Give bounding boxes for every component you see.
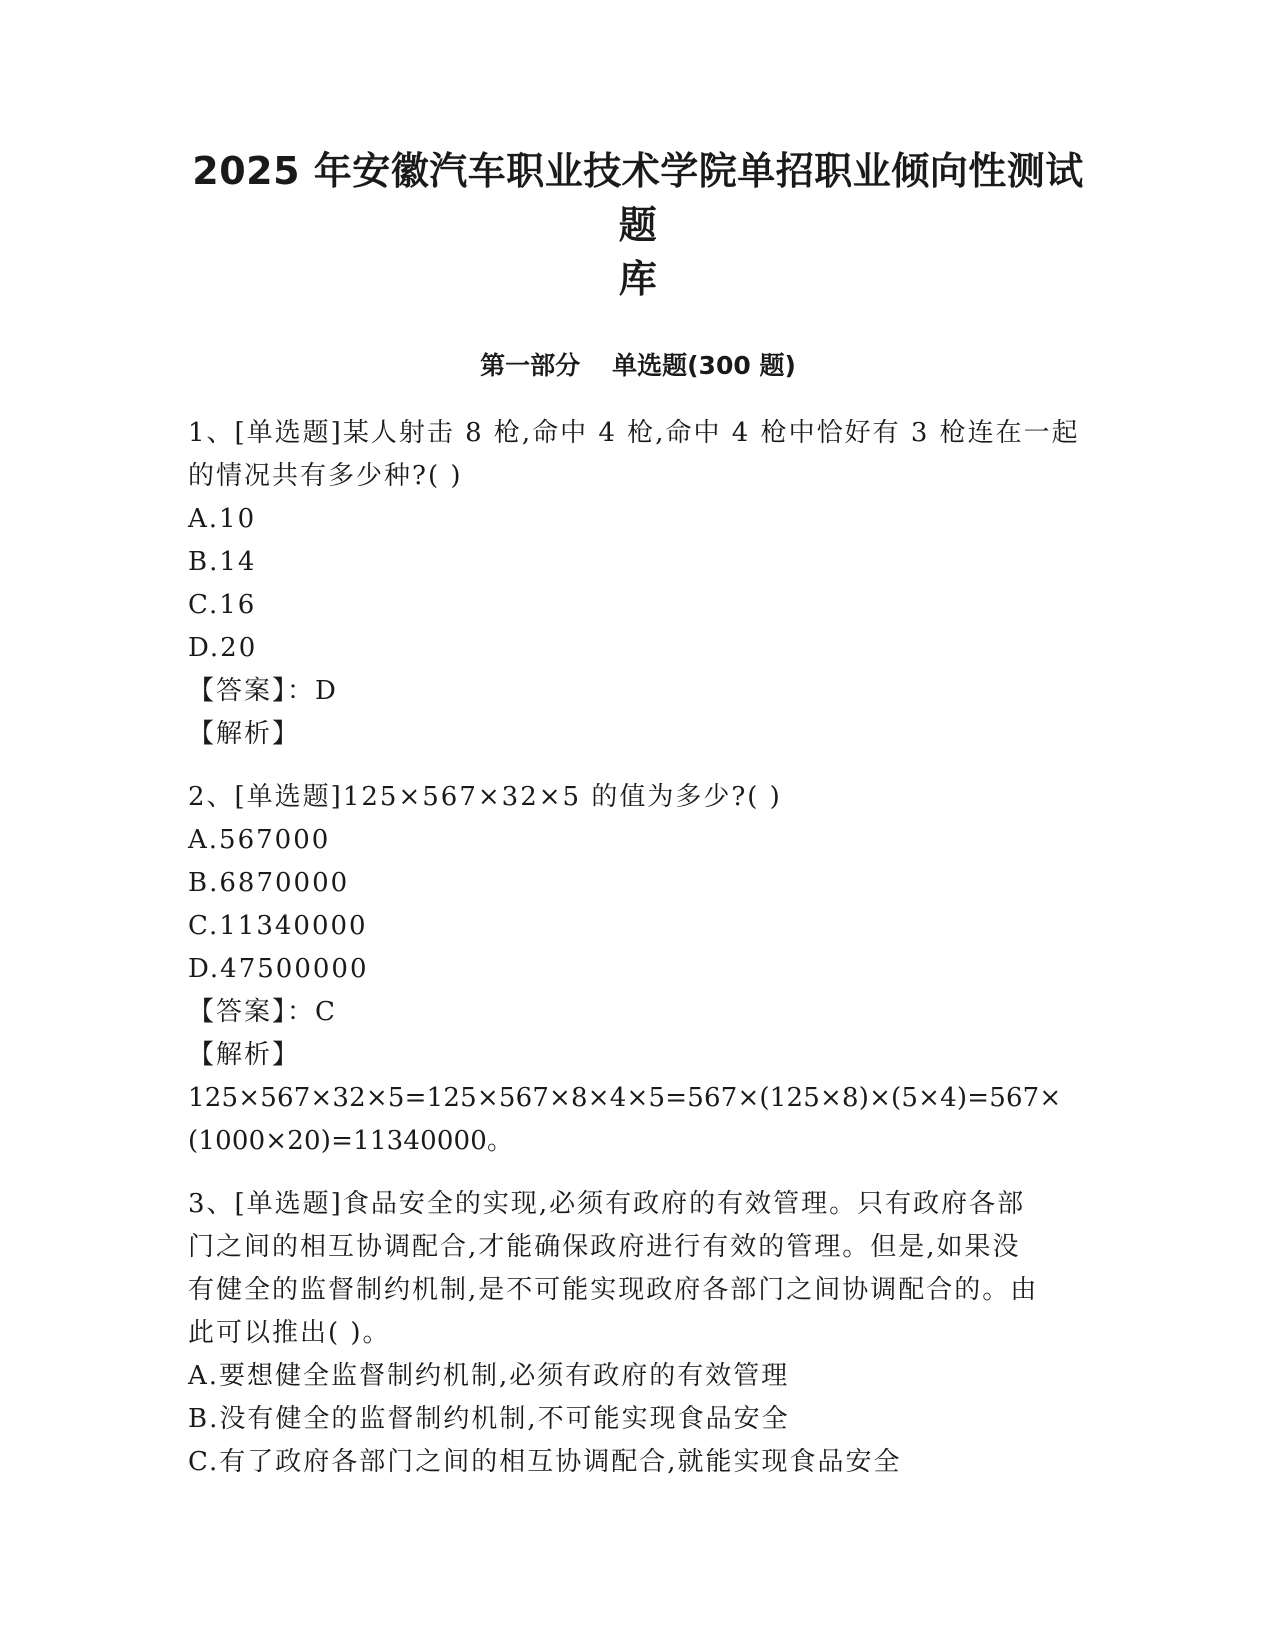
option-d: D.20 (188, 633, 258, 663)
option-a: A.567000 (188, 825, 331, 855)
analysis-label: 【解析】 (188, 1040, 301, 1070)
question-stem-line: 的情况共有多少种?( ) (188, 461, 463, 491)
analysis-line: (1000×20)=11340000。 (188, 1126, 514, 1156)
question-2 (188, 776, 1088, 1163)
option-b: B.没有健全的监督制约机制,不可能实现食品安全 (188, 1404, 790, 1434)
option-c: C.有了政府各部门之间的相互协调配合,就能实现食品安全 (188, 1447, 902, 1477)
question-1 (188, 412, 1088, 756)
answer: 【答案】：C (188, 997, 337, 1027)
section-heading (188, 348, 1088, 384)
document-title (188, 144, 1088, 306)
section-name: 单选题(300 题) (612, 351, 796, 380)
section-part: 第一部分 (480, 351, 581, 380)
question-stem-line: 1、[单选题]某人射击 8 枪,命中 4 枪,命中 4 枪中恰好有 3 枪连在一起 (188, 418, 1080, 448)
analysis-line: 125×567×32×5=125×567×8×4×5=567×(125×8)×(5×4)=567× (188, 1083, 1062, 1113)
question-stem-line: 2、[单选题]125×567×32×5 的值为多少?( ) (188, 782, 782, 812)
question-stem-line: 3、[单选题]食品安全的实现,必须有政府的有效管理。只有政府各部 (188, 1189, 1026, 1219)
question-3 (188, 1183, 1088, 1484)
option-c: C.11340000 (188, 911, 368, 941)
answer: 【答案】：D (188, 676, 338, 706)
option-c: C.16 (188, 590, 257, 620)
question-stem-line: 有健全的监督制约机制,是不可能实现政府各部门之间协调配合的。由 (188, 1275, 1039, 1305)
question-stem-line: 门之间的相互协调配合,才能确保政府进行有效的管理。但是,如果没 (188, 1232, 1021, 1262)
option-b: B.6870000 (188, 868, 350, 898)
option-b: B.14 (188, 547, 257, 577)
title-line-1: 2025 年安徽汽车职业技术学院单招职业倾向性测试题 (192, 149, 1084, 247)
analysis-label: 【解析】 (188, 719, 301, 749)
option-a: A.10 (188, 504, 257, 534)
question-stem-line: 此可以推出( )。 (188, 1318, 391, 1348)
title-line-2: 库 (618, 257, 658, 301)
option-a: A.要想健全监督制约机制,必须有政府的有效管理 (188, 1361, 790, 1391)
question-list (188, 412, 1088, 1504)
option-d: D.47500000 (188, 954, 369, 984)
